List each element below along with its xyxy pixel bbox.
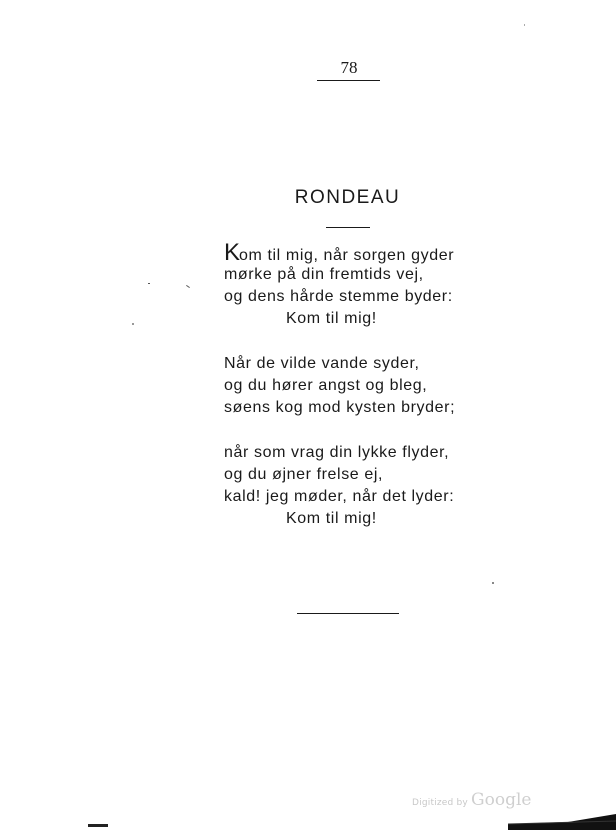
- scan-speck: [132, 323, 134, 325]
- stanza-1: [224, 239, 484, 330]
- page-number: 78: [340, 58, 358, 77]
- watermark-prefix: Digitized by: [412, 798, 468, 808]
- watermark-brand: Google: [471, 790, 532, 810]
- drop-cap: K: [224, 239, 240, 266]
- stanza-2: [224, 353, 484, 419]
- poem-line: [224, 239, 484, 266]
- poem-line: og du øjner frelse ej,: [224, 466, 384, 483]
- page-number-underline: [317, 80, 380, 81]
- scan-speck: [148, 283, 150, 284]
- page-edge-shadow: [508, 812, 616, 830]
- poem-line: søens kog mod kysten bryder;: [224, 399, 456, 416]
- poem-line: mørke på din fremtids vej,: [224, 266, 424, 283]
- page-corner-mark: [88, 824, 108, 827]
- poem-body: [224, 239, 484, 553]
- refrain-line: Kom til mig!: [286, 310, 377, 327]
- refrain-line: Kom til mig!: [286, 510, 377, 527]
- scan-speck: [186, 285, 190, 288]
- poem-title: RONDEAU: [294, 187, 401, 208]
- poem-line: når som vrag din lykke flyder,: [224, 444, 450, 461]
- poem-line-text: om til mig, når sorgen gyder: [239, 247, 455, 264]
- poem-line: og du hører angst og bleg,: [224, 377, 428, 394]
- scan-speck: [492, 582, 494, 584]
- scan-speck: [524, 24, 525, 26]
- poem-line: kald! jeg møder, når det lyder:: [224, 488, 455, 505]
- title-divider: [326, 227, 370, 228]
- stanza-3: [224, 442, 484, 530]
- poem-line: og dens hårde stemme byder:: [224, 288, 453, 305]
- poem-line: Når de vilde vande syder,: [224, 355, 420, 372]
- digitized-watermark: [412, 790, 531, 810]
- end-divider: [297, 613, 399, 614]
